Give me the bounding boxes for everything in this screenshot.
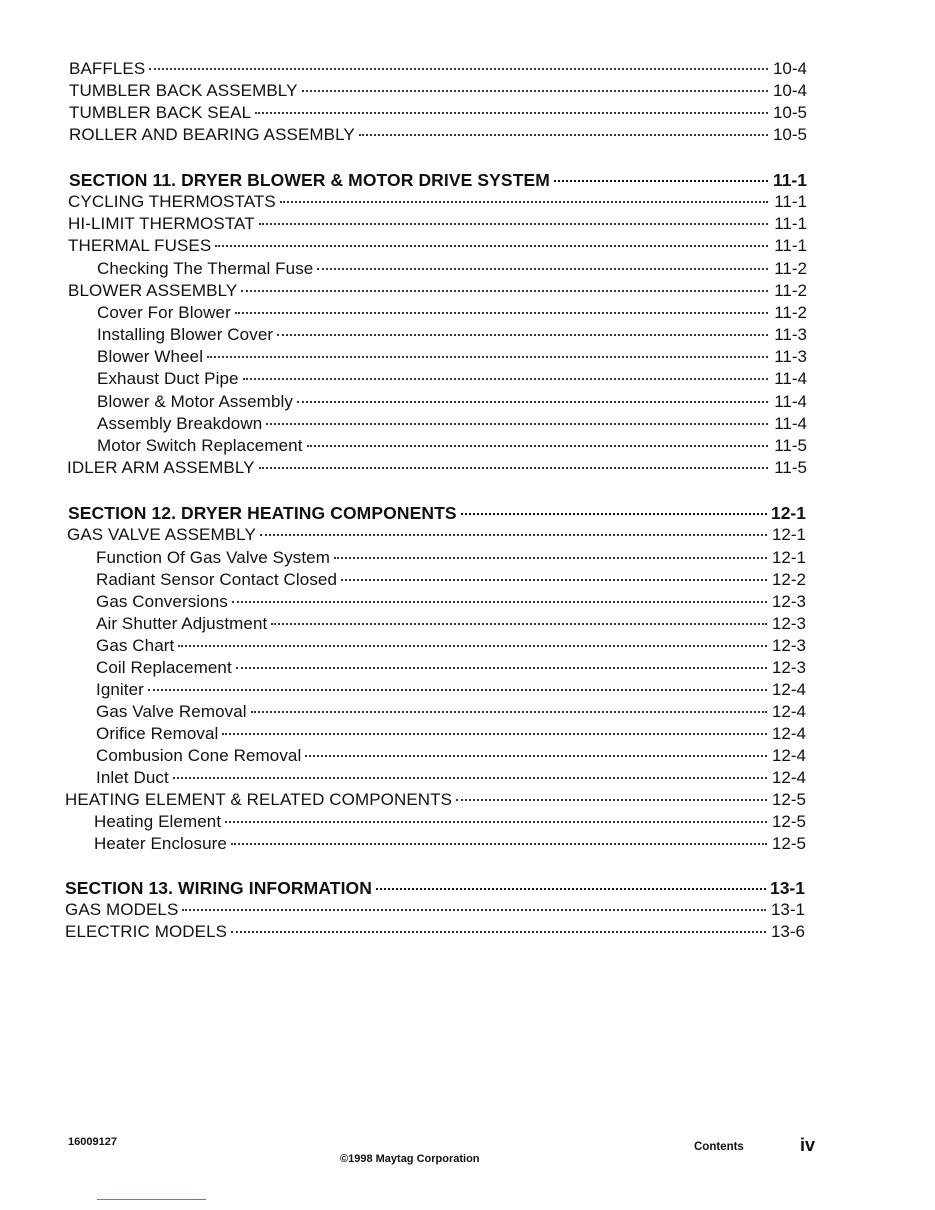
dot-leader [255, 112, 768, 114]
toc-entry-page: 10-4 [772, 81, 807, 100]
dot-leader [225, 821, 767, 823]
toc-entry-installing-blower-cover[interactable] [97, 324, 807, 346]
toc-entry-label: Motor Switch Replacement [97, 436, 303, 455]
dot-leader [231, 931, 766, 933]
toc-entry-inlet-duct[interactable] [96, 767, 806, 789]
toc-entry-function-gas-valve[interactable] [96, 547, 806, 569]
toc-entry-label: ELECTRIC MODELS [65, 922, 228, 941]
dot-leader [554, 180, 768, 182]
toc-entry-label: THERMAL FUSES [68, 236, 212, 255]
toc-entry-page: 12-5 [771, 834, 806, 853]
section-title: SECTION 11. DRYER BLOWER & MOTOR DRIVE SYSTEM [69, 170, 550, 190]
toc-entry-label: IDLER ARM ASSEMBLY [67, 458, 255, 477]
toc-section-11-heading[interactable] [69, 169, 807, 191]
toc-entry-page: 11-2 [774, 281, 807, 300]
toc-entry-page: 12-4 [771, 724, 806, 743]
dot-leader [259, 223, 768, 225]
toc-entry-page: 12-4 [771, 702, 806, 721]
dot-leader [305, 755, 767, 757]
toc-entry-label: Installing Blower Cover [97, 325, 274, 344]
toc-entry-roller-bearing-assembly[interactable] [69, 124, 807, 146]
toc-entry-tumbler-back-seal[interactable] [69, 102, 807, 124]
toc-entry-page: 10-5 [772, 103, 807, 122]
toc-entry-page: 12-4 [771, 746, 806, 765]
toc-entry-label: CYCLING THERMOSTATS [68, 192, 276, 211]
section-title: SECTION 12. DRYER HEATING COMPONENTS [68, 503, 457, 523]
toc-entry-page: 11-4 [774, 414, 807, 433]
toc-entry-label: BAFFLES [69, 59, 146, 78]
toc-entry-heating-element-related[interactable] [65, 789, 806, 811]
toc-entry-radiant-sensor[interactable] [96, 569, 806, 591]
toc-entry-label: Gas Conversions [96, 592, 228, 611]
toc-entry-gas-models[interactable] [65, 899, 805, 921]
toc-entry-tumbler-back-assembly[interactable] [69, 80, 807, 102]
dot-leader [302, 90, 768, 92]
toc-entry-page: 11-1 [774, 192, 807, 211]
toc-entry-page: 12-5 [771, 812, 806, 831]
toc-entry-cover-for-blower[interactable] [97, 302, 807, 324]
toc-entry-blower-motor-assembly[interactable] [97, 391, 807, 413]
section-page: 11-1 [772, 170, 807, 190]
toc-entry-idler-arm-assembly[interactable] [67, 457, 807, 479]
dot-leader [222, 733, 767, 735]
dot-leader [207, 356, 768, 358]
toc-entry-page: 11-4 [774, 369, 807, 388]
toc-entry-label: GAS MODELS [65, 900, 179, 919]
toc-entry-page: 10-4 [772, 59, 807, 78]
toc-entry-label: Checking The Thermal Fuse [97, 259, 314, 278]
dot-leader [235, 312, 768, 314]
toc-entry-label: Igniter [96, 680, 144, 699]
section-title: SECTION 13. WIRING INFORMATION [65, 878, 372, 898]
toc-entry-label: Cover For Blower [97, 303, 231, 322]
toc-entry-blower-assembly[interactable] [68, 280, 807, 302]
toc-entry-label: HEATING ELEMENT & RELATED COMPONENTS [65, 790, 453, 809]
toc-entry-motor-switch-replacement[interactable] [97, 435, 807, 457]
dot-leader [280, 201, 768, 203]
toc-entry-page: 11-2 [774, 259, 807, 278]
copyright-notice: ©1998 Maytag Corporation [340, 1153, 480, 1165]
page-number: iv [800, 1135, 816, 1155]
toc-entry-label: Gas Valve Removal [96, 702, 247, 721]
toc-entry-label: Radiant Sensor Contact Closed [96, 570, 338, 589]
toc-entry-igniter[interactable] [96, 679, 806, 701]
toc-entry-label: TUMBLER BACK SEAL [69, 103, 252, 122]
toc-entry-label: Gas Chart [96, 636, 175, 655]
toc-entry-label: Air Shutter Adjustment [96, 614, 268, 633]
dot-leader [359, 134, 768, 136]
toc-entry-electric-models[interactable] [65, 921, 805, 943]
dot-leader [251, 711, 767, 713]
toc-entry-page: 11-5 [774, 458, 807, 477]
dot-leader [376, 888, 766, 890]
toc-entry-page: 12-4 [771, 768, 806, 787]
toc-entry-page: 13-6 [770, 922, 805, 941]
toc-entry-page: 11-3 [774, 347, 807, 366]
toc-entry-label: Heater Enclosure [94, 834, 227, 853]
toc-entry-label: Coil Replacement [96, 658, 232, 677]
dot-leader [148, 689, 767, 691]
toc-entry-label: Heating Element [94, 812, 222, 831]
toc-entry-label: HI-LIMIT THERMOSTAT [68, 214, 255, 233]
toc-entry-page: 13-1 [770, 900, 805, 919]
toc-entry-label: ROLLER AND BEARING ASSEMBLY [69, 125, 355, 144]
dot-leader [259, 467, 768, 469]
toc-entry-baffles[interactable] [69, 58, 807, 80]
toc-entry-label: GAS VALVE ASSEMBLY [67, 525, 256, 544]
toc-entry-page: 12-1 [771, 548, 806, 567]
toc-entry-hi-limit-thermostat[interactable] [68, 213, 807, 235]
dot-leader [173, 777, 767, 779]
dot-leader [260, 534, 767, 536]
toc-entry-page: 12-3 [771, 614, 806, 633]
toc-entry-label: Blower Wheel [97, 347, 204, 366]
section-page: 12-1 [770, 503, 806, 523]
dot-leader [266, 423, 768, 425]
toc-entry-coil-replacement[interactable] [96, 657, 806, 679]
toc-entry-combusion-cone-removal[interactable] [96, 745, 806, 767]
toc-entry-label: Combusion Cone Removal [96, 746, 302, 765]
toc-entry-air-shutter-adjustment[interactable] [96, 613, 806, 635]
toc-entry-label: Orifice Removal [96, 724, 219, 743]
toc-entry-page: 11-3 [774, 325, 807, 344]
toc-entry-page: 12-1 [771, 525, 806, 544]
toc-entry-gas-valve-assembly[interactable] [67, 524, 806, 546]
footer-section-label: Contents [694, 1141, 744, 1153]
dot-leader [271, 623, 767, 625]
toc-entry-label: TUMBLER BACK ASSEMBLY [69, 81, 298, 100]
dot-leader [334, 557, 767, 559]
toc-entry-orifice-removal[interactable] [96, 723, 806, 745]
dot-leader [456, 799, 767, 801]
toc-entry-page: 12-3 [771, 658, 806, 677]
toc-entry-cycling-thermostats[interactable] [68, 191, 807, 213]
toc-entry-gas-chart[interactable] [96, 635, 806, 657]
dot-leader [236, 667, 767, 669]
toc-entry-assembly-breakdown[interactable] [97, 413, 807, 435]
toc-entry-gas-conversions[interactable] [96, 591, 806, 613]
toc-entry-blower-wheel[interactable] [97, 346, 807, 368]
toc-entry-heater-enclosure[interactable] [94, 833, 806, 855]
toc-entry-page: 12-2 [771, 570, 806, 589]
toc-entry-thermal-fuses[interactable] [68, 235, 807, 257]
toc-entry-page: 11-4 [774, 392, 807, 411]
toc-entry-label: Inlet Duct [96, 768, 169, 787]
toc-entry-checking-thermal-fuse[interactable] [97, 258, 807, 280]
dot-leader [307, 445, 768, 447]
toc-entry-label: Blower & Motor Assembly [97, 392, 293, 411]
dot-leader [232, 601, 767, 603]
dot-leader [461, 513, 767, 515]
toc-section-13-heading[interactable] [65, 877, 805, 899]
toc-entry-page: 12-4 [771, 680, 806, 699]
dot-leader [215, 245, 768, 247]
dot-leader [231, 843, 767, 845]
toc-entry-page: 11-5 [774, 436, 807, 455]
toc-entry-page: 10-5 [772, 125, 807, 144]
toc-entry-page: 11-1 [774, 214, 807, 233]
dot-leader [178, 645, 767, 647]
toc-entry-gas-valve-removal[interactable] [96, 701, 806, 723]
toc-entry-label: Exhaust Duct Pipe [97, 369, 239, 388]
footer-divider [97, 1199, 206, 1200]
dot-leader [297, 401, 768, 403]
toc-entry-exhaust-duct-pipe[interactable] [97, 368, 807, 390]
toc-entry-page: 12-5 [771, 790, 806, 809]
toc-entry-label: Assembly Breakdown [97, 414, 263, 433]
toc-entry-page: 12-3 [771, 592, 806, 611]
dot-leader [277, 334, 768, 336]
dot-leader [341, 579, 767, 581]
toc-entry-page: 11-2 [774, 303, 807, 322]
toc-entry-page: 11-1 [774, 236, 807, 255]
toc-section-12-heading[interactable] [68, 502, 806, 524]
dot-leader [317, 268, 768, 270]
document-number: 16009127 [68, 1136, 117, 1148]
section-page: 13-1 [769, 878, 805, 898]
toc-entry-label: BLOWER ASSEMBLY [68, 281, 238, 300]
dot-leader [243, 378, 768, 380]
toc-entry-page: 12-3 [771, 636, 806, 655]
toc-entry-heating-element[interactable] [94, 811, 806, 833]
dot-leader [182, 909, 766, 911]
dot-leader [149, 68, 768, 70]
dot-leader [241, 290, 768, 292]
toc-entry-label: Function Of Gas Valve System [96, 548, 330, 567]
